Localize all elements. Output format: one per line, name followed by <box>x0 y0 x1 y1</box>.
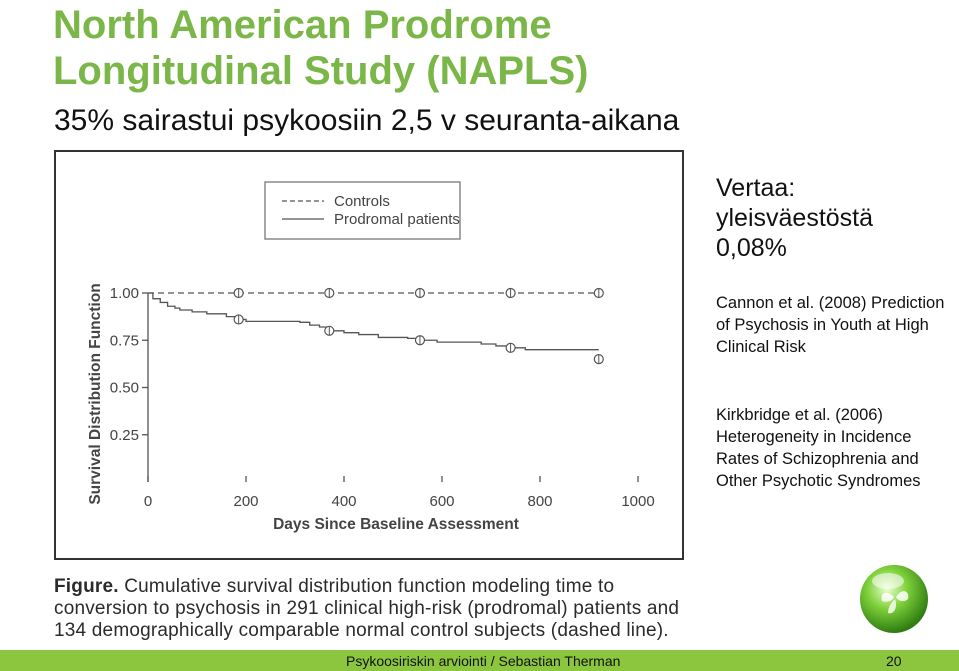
survival-chart <box>54 150 684 560</box>
footer-bar <box>0 650 959 671</box>
chart-series <box>148 289 603 364</box>
page-number: 20 <box>886 653 902 669</box>
x-tick-label: 800 <box>527 493 553 510</box>
x-tick-label: 600 <box>429 493 455 510</box>
legend-prodromal-label: Prodromal patients <box>334 211 460 228</box>
legend-controls-label: Controls <box>334 193 390 210</box>
chart-axes <box>110 285 655 510</box>
caption-label: Figure. <box>54 576 119 597</box>
x-tick-label: 200 <box>233 493 259 510</box>
x-tick-label: 1000 <box>621 493 655 510</box>
x-axis-label: Days Since Baseline Assessment <box>273 516 519 533</box>
green-orb-logo <box>858 563 930 635</box>
comparison-line-2: yleisväestöstä <box>716 204 874 232</box>
reference-cannon: Cannon et al. (2008) Prediction of Psychosis in Youth at High Clinical Risk <box>716 294 945 356</box>
comparison-line-3: 0,08% <box>716 234 787 262</box>
y-axis-label: Survival Distribution Function <box>87 283 104 505</box>
y-tick-label: 0.75 <box>109 332 139 350</box>
x-tick-label: 0 <box>143 493 153 510</box>
x-tick-label: 400 <box>331 493 357 510</box>
slide-title: North American Prodrome Longitudinal Study (NAPLS) <box>53 3 589 93</box>
prodromal-line <box>148 293 599 350</box>
y-tick-label: 0.25 <box>109 426 139 444</box>
y-tick-label: 1.00 <box>109 285 139 302</box>
y-tick-label: 0.50 <box>109 379 139 397</box>
slide-subtitle: 35% sairastui psykoosiin 2,5 v seuranta-aikana <box>54 104 680 137</box>
comparison-note <box>716 173 951 263</box>
chart-legend <box>265 182 460 239</box>
footer-text: Psykoosiriskin arviointi / Sebastian Therman <box>346 653 621 669</box>
reference-kirkbridge: Kirkbridge et al. (2006) Heterogeneity in Incidence Rates of Schizophrenia and Other Psychotic Syndromes <box>716 406 921 490</box>
comparison-line-1: Vertaa: <box>716 174 796 202</box>
figure-caption <box>54 576 694 642</box>
caption-text: Cumulative survival distribution function modeling time to conversion to psychosis in 291 clinical high-risk (prodromal) patients and 134 demographically comparable normal control subjects (dashed line). <box>54 576 680 641</box>
